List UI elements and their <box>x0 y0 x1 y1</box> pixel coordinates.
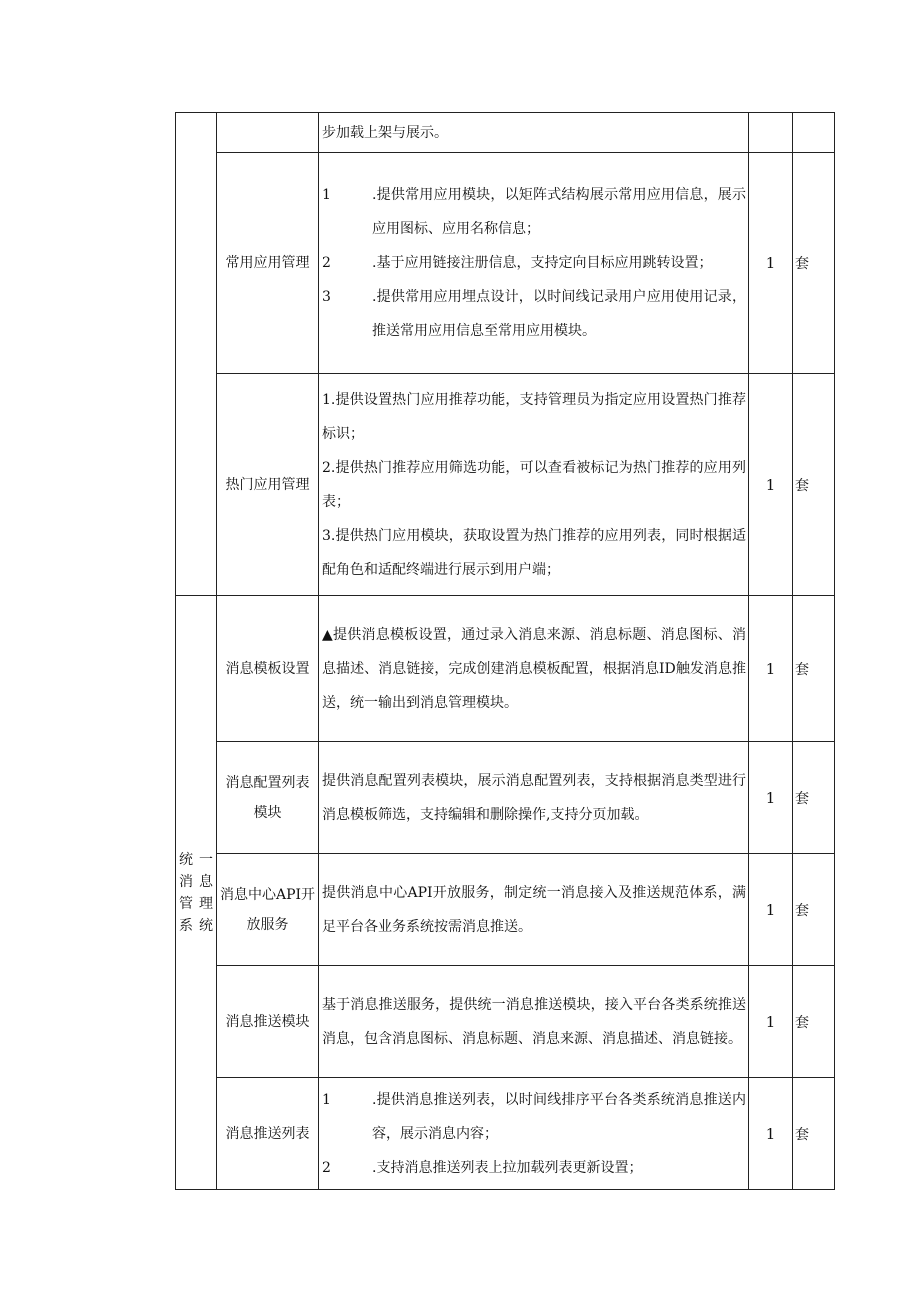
module-name <box>217 113 319 153</box>
table-row <box>176 1078 835 1190</box>
module-desc: 基于消息推送服务，提供统一消息推送模块，接入平台各类系统推送消息，包含消息图标、消息标题、消息来源、消息描述、消息链接。 <box>319 966 749 1078</box>
qty: 1 <box>749 153 793 374</box>
list-item: 3 .提供常用应用埋点设计，以时间线记录用户应用使用记录，推送常用应用信息至常用应用模块。 <box>322 289 746 339</box>
module-name: 热门应用管理 <box>217 374 319 596</box>
module-name: 消息模板设置 <box>217 596 319 742</box>
list-item: 2 .基于应用链接注册信息，支持定向目标应用跳转设置； <box>322 255 713 271</box>
module-desc: 提供消息配置列表模块，展示消息配置列表，支持根据消息类型进行消息模板筛选，支持编辑和删除操作,支持分页加载。 <box>319 742 749 854</box>
unit: 套 <box>793 854 835 966</box>
unit: 套 <box>793 1078 835 1190</box>
module-name: 消息推送模块 <box>217 966 319 1078</box>
qty: 1 <box>749 854 793 966</box>
module-desc: 步加载上架与展示。 <box>319 113 749 153</box>
qty: 1 <box>749 1078 793 1190</box>
qty: 1 <box>749 374 793 596</box>
module-name: 消息推送列表 <box>217 1078 319 1190</box>
qty: 1 <box>749 966 793 1078</box>
table-row <box>176 966 835 1078</box>
module-name: 消息配置列表模块 <box>217 742 319 854</box>
system-label: 统一消息管理系统 <box>176 596 217 1190</box>
module-desc: 提供消息中心API开放服务，制定统一消息接入及推送规范体系，满足平台各业务系统按需消息推送。 <box>319 854 749 966</box>
unit: 套 <box>793 596 835 742</box>
spec-table <box>175 112 835 1190</box>
unit: 套 <box>793 153 835 374</box>
module-name: 消息中心API开放服务 <box>217 854 319 966</box>
module-desc <box>319 1078 749 1190</box>
module-desc <box>319 153 749 374</box>
unit: 套 <box>793 742 835 854</box>
list-item: 2 .支持消息推送列表上拉加载列表更新设置； <box>322 1159 643 1176</box>
module-desc: ▲提供消息模板设置，通过录入消息来源、消息标题、消息图标、消息描述、消息链接，完成创建消息模板配置，根据消息ID触发消息推送，统一输出到消息管理模块。 <box>319 596 749 742</box>
table-row <box>176 374 835 596</box>
system-cell-blank <box>176 113 217 596</box>
unit: 套 <box>793 374 835 596</box>
table-row <box>176 742 835 854</box>
table-row <box>176 596 835 742</box>
table-row <box>176 153 835 374</box>
module-desc: 1.提供设置热门应用推荐功能，支持管理员为指定应用设置热门推荐标识； 2.提供热门推荐应用筛选功能，可以查看被标记为热门推荐的应用列表； 3.提供热门应用模块，获取设置为热门推荐的应用列表，同时根据适配角色和适配终端进行展示到用户端； <box>319 374 749 596</box>
list-item: 1 .提供常用应用模块，以矩阵式结构展示常用应用信息，展示应用图标、应用名称信息； <box>322 187 746 237</box>
table-row <box>176 113 835 153</box>
module-name: 常用应用管理 <box>217 153 319 374</box>
qty: 1 <box>749 742 793 854</box>
table-row <box>176 854 835 966</box>
unit: 套 <box>793 966 835 1078</box>
unit <box>793 113 835 153</box>
list-item: 1 .提供消息推送列表，以时间线排序平台各类系统消息推送内容，展示消息内容； <box>322 1091 746 1142</box>
qty <box>749 113 793 153</box>
qty: 1 <box>749 596 793 742</box>
